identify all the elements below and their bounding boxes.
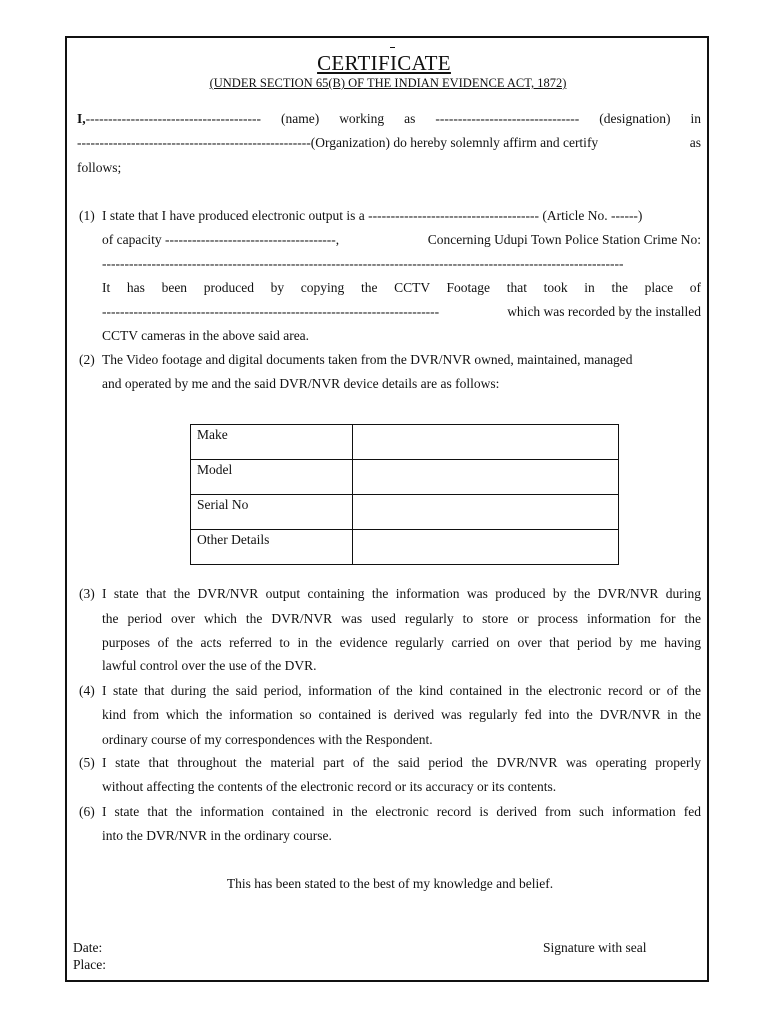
table-row [191, 495, 619, 530]
table-cell-label: Serial No [191, 495, 353, 530]
intro-i: I, [77, 111, 86, 126]
place-label: Place: [73, 957, 106, 972]
recorded-text: which was recorded by the installed [507, 304, 701, 319]
item-line: and operated by me and the said DVR/NVR device details are as follows: [102, 376, 500, 391]
table-cell-value [353, 530, 619, 565]
item-line: The Video footage and digital documents taken from the DVR/NVR owned, maintained, managed [102, 352, 633, 367]
item-number: (5) [79, 755, 95, 770]
certificate-title: CERTIFICATE [317, 51, 451, 75]
item-line: I state that throughout the material part of the said period the DVR/NVR was operating properly [102, 755, 701, 770]
closing-statement: This has been stated to the best of my knowledge and belief. [226, 876, 554, 891]
as-text-2: as [689, 135, 701, 150]
organization-text: (Organization) do hereby solemnly affirm and certify [310, 135, 599, 150]
table-cell-value [353, 425, 619, 460]
table-cell-value [353, 495, 619, 530]
certificate-subtitle: (UNDER SECTION 65(B) OF THE INDIAN EVIDENCE ACT, 1872) [209, 76, 567, 90]
crime-no-text: Concerning Udupi Town Police Station Crime No: [427, 232, 701, 247]
item-line: -------------------------------------------------------------------------------------------------------------------- [102, 256, 624, 271]
item-number: (3) [79, 586, 95, 601]
item-line: It has been produced by copying the CCTV Footage that took in the place of [102, 280, 701, 295]
name-label: (name) [280, 111, 320, 126]
table-row [191, 530, 619, 565]
intro-line-3: follows; [77, 160, 122, 175]
signature-label: Signature with seal [543, 940, 647, 955]
item-number: (4) [79, 683, 95, 698]
intro-line-2 [77, 135, 701, 151]
device-details-table [190, 424, 619, 565]
table-cell-label: Make [191, 425, 353, 460]
item-number: (1) [79, 208, 95, 223]
item-line: purposes of the acts referred to in the evidence regularly carried on over that period by me having [102, 635, 701, 650]
item-number: (2) [79, 352, 95, 367]
item-line: CCTV cameras in the above said area. [102, 328, 310, 343]
place-blank: --------------------------------------------------------------------------- [102, 304, 440, 319]
capacity-text: of capacity --------------------------------------, [102, 232, 340, 247]
as-text: as [404, 111, 416, 126]
item-number: (6) [79, 804, 95, 819]
table-cell-value [353, 460, 619, 495]
item-line: into the DVR/NVR in the ordinary course. [102, 828, 332, 843]
item-line: I state that the DVR/NVR output containing the information was produced by the DVR/NVR during [102, 586, 701, 601]
item-line: the period over which the DVR/NVR was used regularly to store or process information for the [102, 611, 701, 626]
table-row [191, 460, 619, 495]
name-blank: --------------------------------------- [85, 111, 261, 126]
item-line [102, 232, 701, 248]
item-line: lawful control over the use of the DVR. [102, 658, 317, 673]
table-cell-label: Model [191, 460, 353, 495]
table-row [191, 425, 619, 460]
item-line: I state that I have produced electronic output is a -------------------------------------- (Article No. ------) [102, 208, 643, 223]
date-label: Date: [73, 940, 103, 955]
item-line: I state that during the said period, information of the kind contained in the electronic record or of the [102, 683, 701, 698]
item-line: without affecting the contents of the electronic record or its accuracy or its contents. [102, 779, 557, 794]
working-text: working [339, 111, 385, 126]
item-line: kind from which the information so contained is derived was regularly fed into the DVR/NVR in the [102, 707, 701, 722]
designation-blank: -------------------------------- [435, 111, 580, 126]
title-mark [390, 47, 395, 48]
table-cell-label: Other Details [191, 530, 353, 565]
item-line: I state that the information contained in the electronic record is derived from such information fed [102, 804, 701, 819]
in-text: in [690, 111, 701, 126]
designation-label: (designation) [599, 111, 671, 126]
organization-blank: ---------------------------------------------------- [77, 135, 311, 150]
intro-line-1 [77, 111, 701, 127]
item-line [102, 304, 701, 320]
item-line: ordinary course of my correspondences with the Respondent. [102, 732, 433, 747]
